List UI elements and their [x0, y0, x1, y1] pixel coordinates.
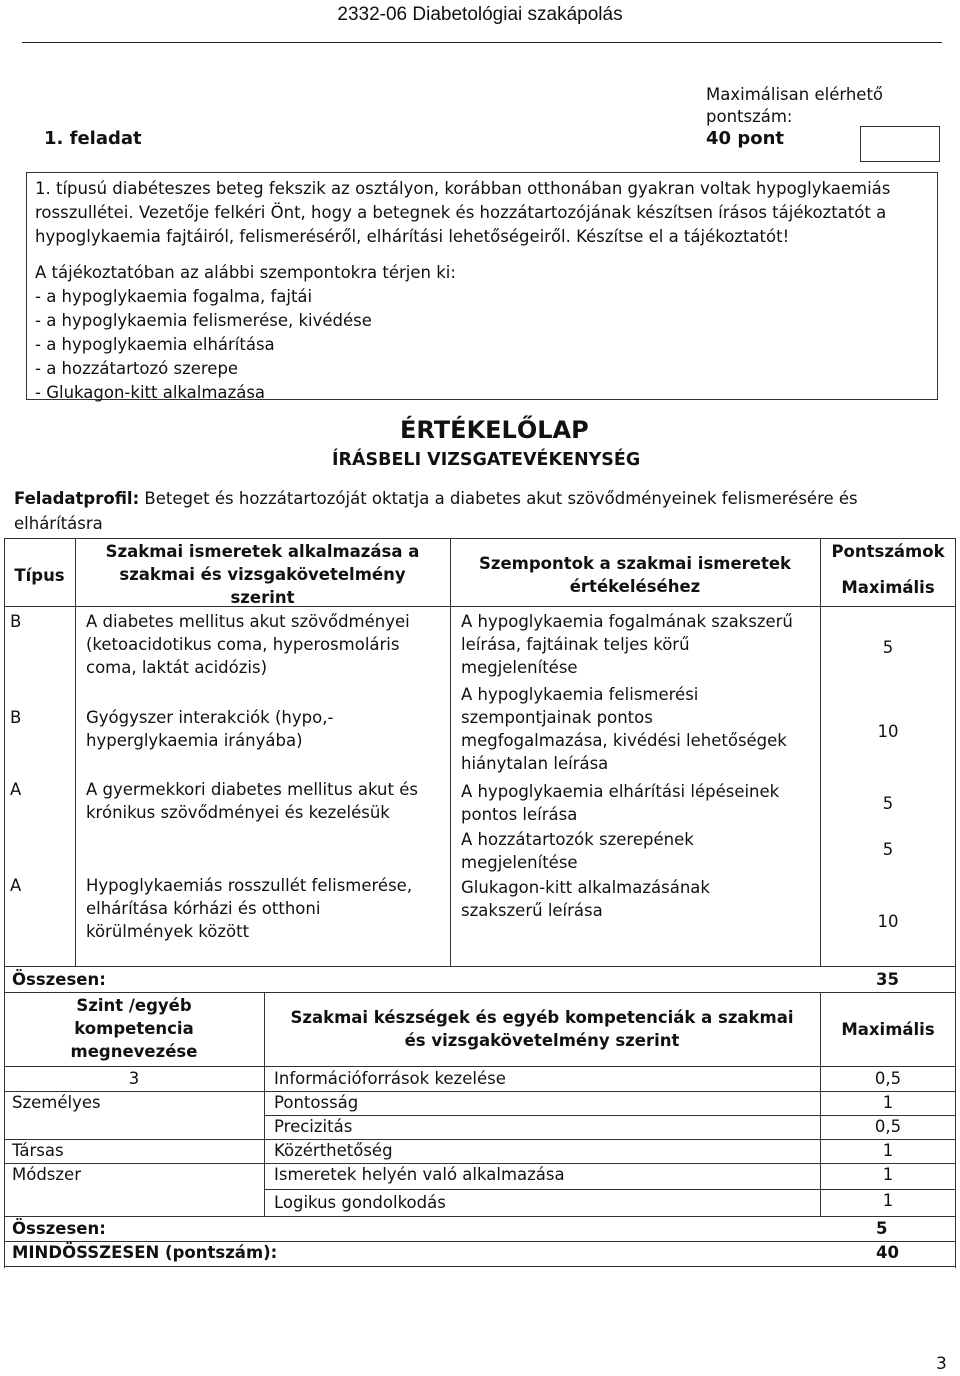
skill-max: 0,5	[874, 1117, 902, 1136]
criteria-line: Glukagon-kitt alkalmazásának	[461, 878, 710, 897]
criteria-item: - a hypoglykaemia fogalma, fajtái	[35, 287, 313, 306]
header-level-line: kompetencia	[74, 1019, 194, 1038]
header-level-line: megnevezése	[70, 1042, 198, 1061]
criteria-line: A hozzátartozók szerepének	[461, 830, 694, 849]
knowledge-line: elhárítása kórházi és otthoni	[86, 899, 321, 918]
header-knowledge-line: szakmai és vizsgakövetelmény	[119, 565, 406, 584]
type-cell: B	[10, 708, 22, 727]
points-cell: 5	[882, 638, 894, 657]
header-level-line: Szint /egyéb	[76, 996, 192, 1015]
points-cell: 5	[882, 840, 894, 859]
knowledge-line: A gyermekkori diabetes mellitus akut és	[86, 780, 418, 799]
criteria-item: - a hypoglykaemia felismerése, kivédése	[35, 311, 372, 330]
task-profile	[14, 486, 950, 536]
header-max: Maximális	[841, 578, 935, 597]
task-label: 1. feladat	[44, 128, 142, 149]
knowledge-cell	[86, 874, 446, 943]
header-criteria-line: értékeléséhez	[569, 577, 701, 596]
skill-max: 1	[882, 1093, 894, 1112]
criteria-item: - a hypoglykaemia elhárítása	[35, 335, 275, 354]
type-cell: B	[10, 612, 22, 631]
points-cell: 10	[877, 912, 899, 931]
skill-max: 1	[882, 1141, 894, 1160]
header-skills-line: Szakmai készségek és egyéb kompetenciák a szakmai	[290, 1008, 794, 1027]
knowledge-line: körülmények között	[86, 922, 250, 941]
max-label-line1: Maximálisan elérhető	[706, 85, 884, 104]
header-rule	[22, 42, 942, 43]
header-points: Pontszámok	[831, 542, 945, 561]
knowledge-line: Hypoglykaemiás rosszullét felismerése,	[86, 876, 413, 895]
table2-sum-top	[4, 1216, 956, 1217]
sum2-value: 5	[876, 1219, 888, 1238]
task-line: 1. típusú diabéteszes beteg fekszik az osztályon, korábban otthonában gyakran voltak hypoglykaemiás	[35, 179, 891, 198]
profile-label: Feladatprofil:	[14, 489, 140, 508]
type-cell: A	[10, 780, 22, 799]
max-points-value: 40 pont	[706, 128, 784, 149]
criteria-line: szakszerű leírása	[461, 901, 603, 920]
criteria-cell	[461, 828, 817, 874]
skill-cell: Információforrások kezelése	[274, 1069, 506, 1088]
criteria-cell	[461, 610, 817, 679]
criteria-line: megjelenítése	[461, 853, 578, 872]
skill-cell: Precizitás	[274, 1117, 353, 1136]
table1-header-bottom	[4, 606, 956, 607]
header-skills-line: és vizsgakövetelmény szerint	[404, 1031, 680, 1050]
header-knowledge	[75, 540, 450, 609]
criteria-item: - Glukagon-kitt alkalmazása	[35, 383, 266, 402]
skill-max: 0,5	[874, 1069, 902, 1088]
knowledge-line: (ketoacidotikus coma, hyperosmoláris	[86, 635, 400, 654]
knowledge-line: krónikus szövődményei és kezelésük	[86, 803, 390, 822]
skill-cell: Logikus gondolkodás	[274, 1193, 446, 1212]
page-number: 3	[936, 1354, 947, 1374]
criteria-item: - a hozzátartozó szerepe	[35, 359, 239, 378]
table1-col-divider	[820, 538, 821, 966]
header-title: 2332-06 Diabetológiai szakápolás	[337, 4, 623, 25]
header-skills	[264, 1006, 820, 1052]
skill-cell: Pontosság	[274, 1093, 359, 1112]
type-cell: A	[10, 876, 22, 895]
total-value: 40	[876, 1243, 899, 1262]
table1-sum-top	[4, 966, 956, 967]
header-knowledge-line: szerint	[230, 588, 295, 607]
task-description-box	[26, 172, 938, 400]
skill-max: 1	[882, 1191, 894, 1210]
knowledge-cell	[86, 778, 446, 824]
eval-subtitle: ÍRÁSBELI VIZSGATEVÉKENYSÉG	[332, 450, 641, 470]
max-points-label	[706, 84, 906, 128]
knowledge-cell	[86, 610, 446, 679]
profile-text: Beteget és hozzátartozóját oktatja a diabetes akut szövődményeinek felismerésére és elhárításra	[14, 489, 858, 533]
criteria-cell	[461, 780, 817, 826]
table2-top	[4, 992, 956, 993]
criteria-line: leírása, fajtáinak teljes körű	[461, 635, 690, 654]
task-line: hypoglykaemia fajtáiról, felismeréséről, elhárítási lehetőségeiről. Készítse el a tájékoztatót!	[35, 227, 790, 246]
criteria-line: pontos leírása	[461, 805, 578, 824]
table-left-border	[4, 538, 5, 1268]
header-criteria-line: Szempontok a szakmai ismeretek	[478, 554, 792, 573]
header-criteria	[450, 552, 820, 598]
header-max2: Maximális	[841, 1020, 935, 1039]
level-cell: Társas	[12, 1141, 64, 1160]
sum-label: Összesen:	[12, 970, 106, 989]
skill-cell: Ismeretek helyén való alkalmazása	[274, 1165, 565, 1184]
level-cell: 3	[128, 1069, 140, 1088]
knowledge-line: A diabetes mellitus akut szövődményei	[86, 612, 410, 631]
table1-col-divider	[450, 538, 451, 966]
score-box	[860, 126, 940, 162]
table-bottom-border	[4, 1266, 956, 1267]
task-line: rosszullétei. Vezetője felkéri Önt, hogy a betegnek és hozzátartozójának készítsen írásos tájékoztatót a	[35, 203, 887, 222]
points-cell: 5	[882, 794, 894, 813]
criteria-line: A hypoglykaemia fogalmának szakszerű	[461, 612, 793, 631]
criteria-line: megfogalmazása, kivédési lehetőségek	[461, 731, 787, 750]
points-cell: 10	[877, 722, 899, 741]
level-cell: Személyes	[12, 1093, 101, 1112]
criteria-line: A hypoglykaemia elhárítási lépéseinek	[461, 782, 780, 801]
knowledge-line: Gyógyszer interakciók (hypo,-	[86, 708, 334, 727]
header-type: Típus	[14, 566, 65, 585]
level-cell: Módszer	[12, 1165, 81, 1184]
eval-title: ÉRTÉKELŐLAP	[400, 416, 589, 444]
knowledge-line: coma, laktát acidózis)	[86, 658, 268, 677]
criteria-line: szempontjainak pontos	[461, 708, 653, 727]
header-level	[4, 994, 264, 1063]
sum2-label: Összesen:	[12, 1219, 106, 1238]
total-label: MINDÖSSZESEN (pontszám):	[12, 1243, 278, 1262]
skill-cell: Közérthetőség	[274, 1141, 393, 1160]
row-divider	[4, 1091, 956, 1092]
criteria-intro: A tájékoztatóban az alábbi szempontokra térjen ki:	[35, 263, 456, 282]
criteria-line: hiánytalan leírása	[461, 754, 609, 773]
criteria-cell	[461, 876, 817, 922]
skill-max: 1	[882, 1165, 894, 1184]
knowledge-line: hyperglykaemia irányába)	[86, 731, 303, 750]
criteria-line: A hypoglykaemia felismerési	[461, 685, 699, 704]
criteria-line: megjelenítése	[461, 658, 578, 677]
header-knowledge-line: Szakmai ismeretek alkalmazása a	[105, 542, 420, 561]
sum-value: 35	[876, 970, 899, 989]
criteria-cell	[461, 683, 817, 775]
row-divider	[4, 1139, 956, 1140]
knowledge-cell	[86, 706, 446, 752]
max-label-line2: pontszám:	[706, 107, 793, 126]
table1-top-border	[4, 538, 956, 539]
